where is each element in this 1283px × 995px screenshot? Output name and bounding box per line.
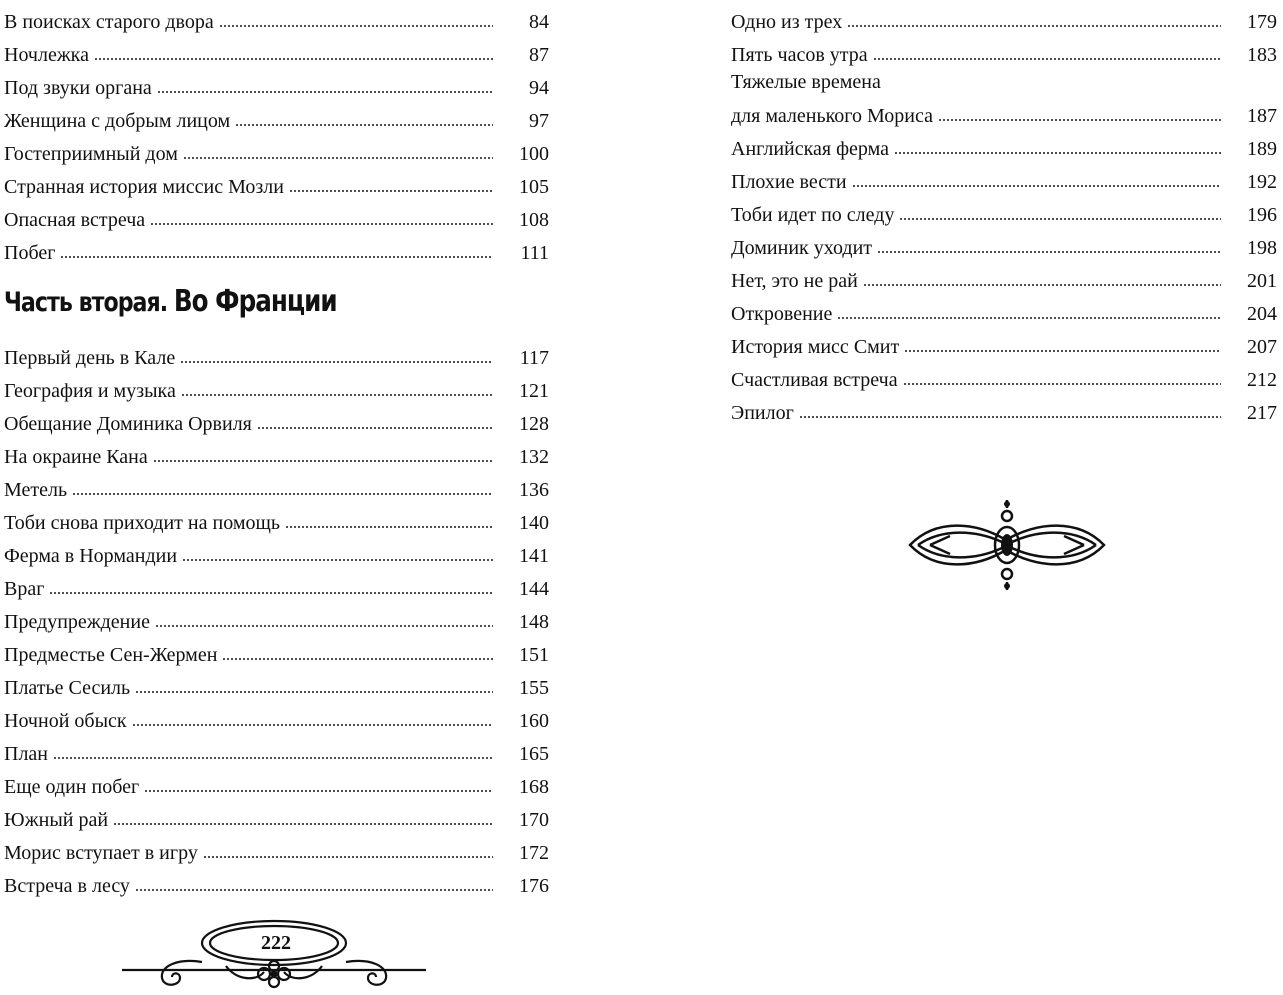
toc-entry <box>4 165 549 198</box>
toc-entry <box>4 666 549 699</box>
part-heading-title: Во Франции <box>173 284 337 319</box>
page-number: 222 <box>261 932 291 954</box>
toc-entry <box>731 127 1277 160</box>
toc-entry-title: Откровение <box>731 303 833 325</box>
toc-entry-page: 204 <box>1247 303 1277 325</box>
dot-leader <box>183 155 493 161</box>
toc-entry-page: 165 <box>519 743 549 765</box>
toc-entry <box>731 259 1277 292</box>
toc-entry-title: Ночной обыск <box>4 710 127 732</box>
toc-entry-page: 201 <box>1247 270 1277 292</box>
dot-leader <box>904 348 1221 354</box>
toc-entry-title: Ночлежка <box>4 44 89 66</box>
toc-entry-title: Тоби идет по следу <box>731 204 895 226</box>
toc-entry-title: Еще один побег <box>4 776 140 798</box>
dot-leader <box>180 359 493 365</box>
dot-leader <box>873 56 1221 62</box>
dot-leader <box>153 458 493 464</box>
toc-entry-page: 128 <box>519 413 549 435</box>
toc-entry-title: В поисках старого двора <box>4 11 214 33</box>
dot-leader <box>72 491 493 497</box>
toc-entry <box>4 336 549 369</box>
dot-leader <box>144 788 493 794</box>
toc-entry <box>4 699 549 732</box>
toc-entry-page: 172 <box>519 842 549 864</box>
toc-entry <box>4 468 549 501</box>
part-heading <box>4 284 337 319</box>
dot-leader <box>257 425 493 431</box>
toc-entry-page: 144 <box>519 578 549 600</box>
dot-leader <box>94 56 493 62</box>
toc-entry-page: 155 <box>519 677 549 699</box>
toc-entry-title-line1: Тяжелые времена <box>731 71 881 93</box>
dot-leader <box>157 89 493 95</box>
toc-entry-title: Ферма в Нормандии <box>4 545 178 567</box>
toc-entry-page: 105 <box>519 176 549 198</box>
dot-leader <box>49 590 493 596</box>
dot-leader <box>182 557 493 563</box>
toc-entry <box>731 325 1277 358</box>
toc-entry-title: Эпилог <box>731 402 794 424</box>
toc-entry <box>731 226 1277 259</box>
toc-entry-title: Плохие вести <box>731 171 847 193</box>
toc-entry-title: для маленького Мориса <box>731 105 934 127</box>
toc-entry <box>4 501 549 534</box>
toc-entry-page: 192 <box>1247 171 1277 193</box>
toc-entry-page: 108 <box>519 209 549 231</box>
toc-entry <box>4 369 549 402</box>
dot-leader <box>219 23 493 29</box>
toc-entry-page: 196 <box>1247 204 1277 226</box>
toc-entry-page: 97 <box>529 110 549 132</box>
toc-entry-page: 141 <box>519 545 549 567</box>
toc-entry <box>4 435 549 468</box>
toc-entry-title: Опасная встреча <box>4 209 146 231</box>
toc-entry <box>4 402 549 435</box>
dot-leader <box>135 689 493 695</box>
toc-entry <box>4 534 549 567</box>
dot-leader <box>852 183 1221 189</box>
dot-leader <box>132 722 493 728</box>
toc-entry <box>731 160 1277 193</box>
toc-entry <box>4 864 549 897</box>
dot-leader <box>938 117 1221 123</box>
toc-entry-title: Морис вступает в игру <box>4 842 198 864</box>
toc-entry-title: Метель <box>4 479 68 501</box>
toc-entry-page: 94 <box>529 77 549 99</box>
toc-entry <box>4 66 549 99</box>
dot-leader <box>181 392 493 398</box>
toc-entry <box>4 132 549 165</box>
dot-leader <box>837 315 1221 321</box>
toc-entry-page: 176 <box>519 875 549 897</box>
toc-entry-title: Странная история миссис Мозли <box>4 176 284 198</box>
dot-leader <box>899 216 1221 222</box>
toc-entry <box>731 33 1277 66</box>
dot-leader <box>113 821 493 827</box>
toc-entry <box>731 193 1277 226</box>
toc-entry-title: Платье Сесиль <box>4 677 131 699</box>
toc-entry-title: Южный рай <box>4 809 109 831</box>
toc-entry-page: 168 <box>519 776 549 798</box>
dot-leader <box>222 656 493 662</box>
toc-entry-title: Доминик уходит <box>731 237 873 259</box>
toc-entry <box>731 358 1277 391</box>
toc-entry-title: Одно из трех <box>731 11 843 33</box>
toc-entry-page: 140 <box>519 512 549 534</box>
dot-leader <box>150 221 493 227</box>
toc-entry <box>4 99 549 132</box>
dot-leader <box>289 188 493 194</box>
toc-entry-page: 136 <box>519 479 549 501</box>
toc-entry-page: 207 <box>1247 336 1277 358</box>
dot-leader <box>235 122 493 128</box>
dot-leader <box>903 381 1221 387</box>
toc-entry-title: Английская ферма <box>731 138 890 160</box>
toc-entry-title: История мисс Смит <box>731 336 900 358</box>
dot-leader <box>863 282 1221 288</box>
toc-entry <box>4 831 549 864</box>
toc-entry <box>4 33 549 66</box>
toc-entry <box>4 765 549 798</box>
toc-entry-page: 117 <box>519 347 549 369</box>
toc-entry-title: Пять часов утра <box>731 44 868 66</box>
toc-entry-title: Гостеприимный дом <box>4 143 178 165</box>
toc-entry-title: Нет, это не рай <box>731 270 858 292</box>
dot-leader <box>285 524 493 530</box>
dot-leader <box>799 414 1221 420</box>
toc-entry <box>731 0 1277 33</box>
dot-leader <box>155 623 493 629</box>
dot-leader <box>60 254 493 260</box>
dot-leader <box>203 854 493 860</box>
toc-entry-title: Встреча в лесу <box>4 875 130 897</box>
toc-entry-title: Первый день в Кале <box>4 347 176 369</box>
toc-entry-page: 100 <box>519 143 549 165</box>
toc-entry-title: Предупреждение <box>4 611 150 633</box>
dot-leader <box>53 755 493 761</box>
toc-entry-page: 84 <box>529 11 549 33</box>
toc-entry <box>4 798 549 831</box>
toc-entry-page: 217 <box>1247 402 1277 424</box>
toc-entry <box>4 0 549 33</box>
toc-entry <box>4 732 549 765</box>
toc-entry-title: Враг <box>4 578 45 600</box>
toc-entry-page: 212 <box>1247 369 1277 391</box>
toc-entry-title: Счастливая встреча <box>731 369 898 391</box>
dot-leader <box>894 150 1221 156</box>
toc-entry-page: 132 <box>519 446 549 468</box>
toc-entry-page: 151 <box>519 644 549 666</box>
toc-entry-title: Женщина с добрым лицом <box>4 110 231 132</box>
dot-leader <box>847 23 1221 29</box>
toc-entry-page: 170 <box>519 809 549 831</box>
toc-entry-page: 87 <box>529 44 549 66</box>
toc-entry-page: 189 <box>1247 138 1277 160</box>
toc-entry <box>4 231 549 264</box>
part-heading-prefix: Часть вторая. <box>4 287 168 318</box>
toc-entry-page: 160 <box>519 710 549 732</box>
toc-entry <box>4 633 549 666</box>
dot-leader <box>135 887 493 893</box>
toc-entry-title: На окраине Кана <box>4 446 148 468</box>
toc-entry-page: 179 <box>1247 11 1277 33</box>
toc-entry <box>4 567 549 600</box>
toc-entry <box>4 600 549 633</box>
dot-leader <box>877 249 1221 255</box>
toc-entry-title: География и музыка <box>4 380 176 402</box>
toc-entry <box>731 292 1277 325</box>
toc-entry-title: План <box>4 743 49 765</box>
toc-entry <box>4 198 549 231</box>
toc-entry-title: Обещание Доминика Орвиля <box>4 413 252 435</box>
toc-entry-title: Под звуки органа <box>4 77 152 99</box>
toc-entry-title: Предместье Сен-Жермен <box>4 644 218 666</box>
toc-entry-title: Побег <box>4 242 56 264</box>
toc-entry-page: 148 <box>519 611 549 633</box>
eye-ornament-icon <box>906 496 1108 594</box>
toc-entry-page: 187 <box>1247 105 1277 127</box>
toc-entry-page: 183 <box>1247 44 1277 66</box>
toc-entry-page: 111 <box>520 242 549 264</box>
toc-entry-page: 198 <box>1247 237 1277 259</box>
toc-entry-title: Тоби снова приходит на помощь <box>4 512 280 534</box>
toc-entry <box>731 391 1277 424</box>
toc-entry-page: 121 <box>519 380 549 402</box>
toc-entry <box>731 71 1277 127</box>
